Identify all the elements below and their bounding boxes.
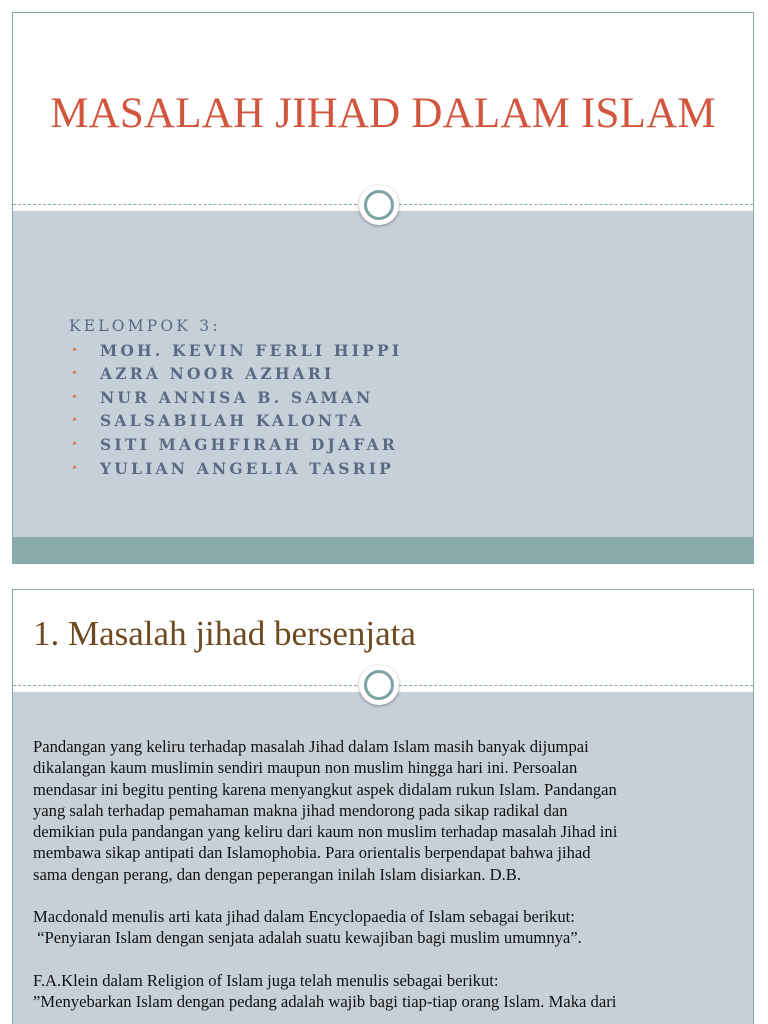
bullet-icon: • <box>71 342 79 357</box>
member-item <box>69 433 402 457</box>
member-item <box>69 362 402 386</box>
text-line: ”Menyebarkan Islam dengan pedang adalah wajib bagi tiap-tiap orang Islam. Maka dari <box>33 991 617 1011</box>
bullet-icon: • <box>71 460 79 475</box>
member-list <box>69 339 402 481</box>
bullet-icon: • <box>71 389 79 404</box>
member-name: SALSABILAH KALONTA <box>100 411 365 431</box>
text-line: demikian pula pandangan yang keliru dari kaum non muslim terhadap masalah Jihad ini <box>33 822 618 842</box>
member-name: MOH. KEVIN FERLI HIPPI <box>100 340 403 360</box>
text-line: “Penyiaran Islam dengan senjata adalah suatu kewajiban bagi muslim umumnya”. <box>33 928 582 948</box>
circle-ornament-icon <box>359 185 399 225</box>
circle-ornament-icon <box>359 665 399 705</box>
footer-band <box>13 537 753 563</box>
paragraph-2 <box>33 906 735 949</box>
text-line: Pandangan yang keliru terhadap masalah Jihad dalam Islam masih banyak dijumpai <box>33 737 589 756</box>
text-line: mendasar ini begitu penting karena menyangkut aspek didalam rukun Islam. Pandangan <box>33 779 617 799</box>
paragraph-3 <box>33 970 735 1013</box>
text-line: Macdonald menulis arti kata jihad dalam Encyclopaedia of Islam sebagai berikut: <box>33 907 575 927</box>
paragraph-1 <box>33 736 735 885</box>
text-line: sama dengan perang, dan dengan peperangan inilah Islam disiarkan. D.B. <box>33 864 521 884</box>
text-line: yang salah terhadap pemahaman makna jihad mendorong pada sikap radikal dan <box>33 800 568 820</box>
group-label: KELOMPOK 3: <box>69 317 221 335</box>
bullet-icon: • <box>71 413 79 428</box>
member-item <box>69 409 402 433</box>
member-name: NUR ANNISA B. SAMAN <box>100 387 374 407</box>
section-title: 1. Masalah jihad bersenjata <box>33 614 416 653</box>
member-name: YULIAN ANGELIA TASRIP <box>100 458 395 478</box>
member-item <box>69 386 402 410</box>
member-item <box>69 457 402 481</box>
body-text <box>33 736 735 1024</box>
member-name: AZRA NOOR AZHARI <box>100 364 335 384</box>
slide-title <box>12 12 754 564</box>
title-area <box>13 13 753 205</box>
page-title: MASALAH JIHAD DALAM ISLAM <box>50 90 716 137</box>
text-line: F.A.Klein dalam Religion of Islam juga telah menulis sebagai berikut: <box>33 970 499 990</box>
member-name: SITI MAGHFIRAH DJAFAR <box>100 434 398 454</box>
text-line: dikalangan kaum muslimin sendiri maupun non muslim hingga hari ini. Persoalan <box>33 758 578 778</box>
member-item <box>69 339 402 363</box>
bullet-icon: • <box>71 366 79 381</box>
group-members <box>69 315 402 480</box>
text-line: membawa sikap antipati dan Islamophobia. Para orientalis berpendapat bahwa jihad <box>33 843 591 863</box>
slide-content <box>12 589 754 1024</box>
bullet-icon: • <box>71 436 79 451</box>
